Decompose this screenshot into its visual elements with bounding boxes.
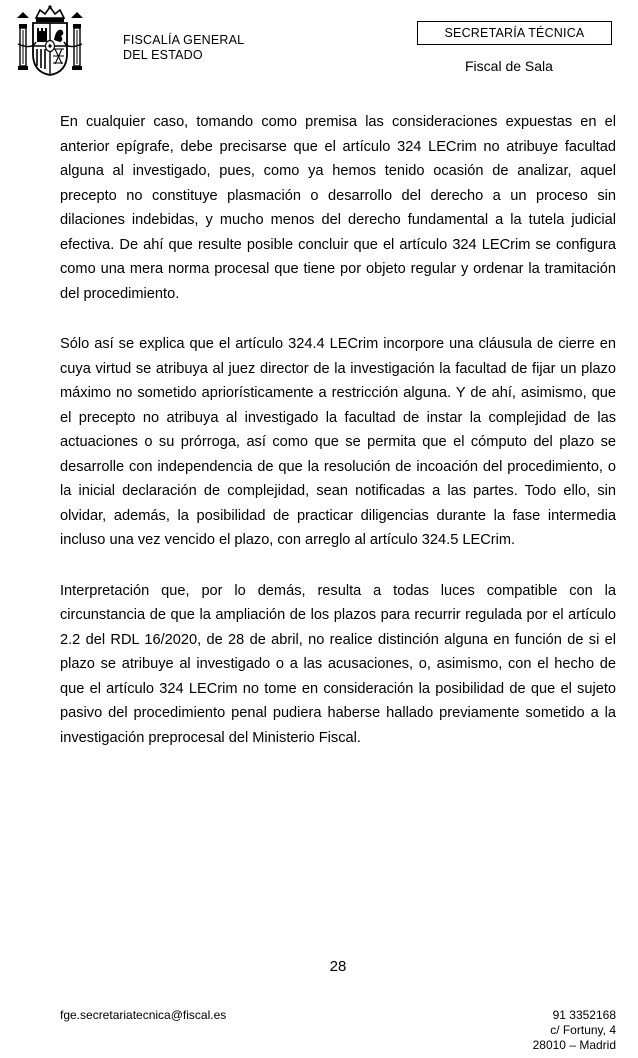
footer-email-link[interactable]: fge.secretariatecnica@fiscal.es <box>60 1008 227 1022</box>
organization-name <box>123 33 244 63</box>
organization-name-line1: FISCALÍA GENERAL <box>123 33 245 47</box>
page-header <box>0 0 638 90</box>
organization-name-line2: DEL ESTADO <box>123 48 203 62</box>
body-paragraph-3: Interpretación que, por lo demás, resulta a todas luces compatible con la circunstancia de que la ampliación de los plazos para recurrir regulada por el artículo 2.2 del RDL 16/2020, de 28 de abril, no realice distinción alguna en función de si el plazo se atribuye al investigado o a las acusaciones, o, asimismo, con el hecho de que el artículo 324 LECrim no tome en consideración la posibilidad de que el sujeto pasivo del procedimiento penal pudiera haberse hallado previamente sometido a la investigación preprocesal del Ministerio Fiscal. <box>60 582 616 746</box>
body-paragraph-1: En cualquier caso, tomando como premisa las consideraciones expuestas en el anterior epígrafe, debe precisarse que el artículo 324 LECrim no atribuye facultad alguna al investigado, pues, como ya hemos tenido ocasión de analizar, aquel precepto no constituye plasmación o desarrollo del derecho a un proceso sin dilaciones indebidas, y mucho menos del derecho fundamental a la tutela judicial efectiva. De ahí que resulte posible concluir que el artículo 324 LECrim se configura como una mera norma procesal que tiene por objeto regular y ordenar la tramitación del procedimiento. <box>60 114 616 302</box>
footer-contact <box>533 1008 616 1053</box>
document-body <box>60 110 616 776</box>
body-paragraph-2: Sólo así se explica que el artículo 324.4 LECrim incorpore una cláusula de cierre en cuya virtud se atribuya al juez director de la investigación la facultad de fijar un plazo máximo no sometido apriorísticamente a restricción alguna. Y de ahí, asimismo, que el precepto no atribuya al investigado la facultad de instar la complejidad de las actuaciones o su prórroga, así como que se permita que el cómputo del plazo se desarrolle con independencia de que la resolución de incoación del procedimiento, o la inicial declaración de complejidad, sean notificadas a las partes. Todo ello, sin olvidar, además, la posibilidad de practicar diligencias durante la fase intermedia incluso una vez vencido el plazo, con arreglo al artículo 324.5 LECrim. <box>60 336 616 548</box>
department-subtitle: Fiscal de Sala <box>465 58 553 74</box>
department-box: SECRETARÍA TÉCNICA <box>417 21 612 45</box>
footer-address-city: 28010 – Madrid <box>532 1038 616 1052</box>
spanish-coat-of-arms-icon <box>14 4 86 78</box>
page-number: 28 <box>329 958 347 975</box>
footer-address-street: c/ Fortuny, 4 <box>550 1023 616 1037</box>
footer-phone: 91 3352168 <box>552 1008 616 1022</box>
